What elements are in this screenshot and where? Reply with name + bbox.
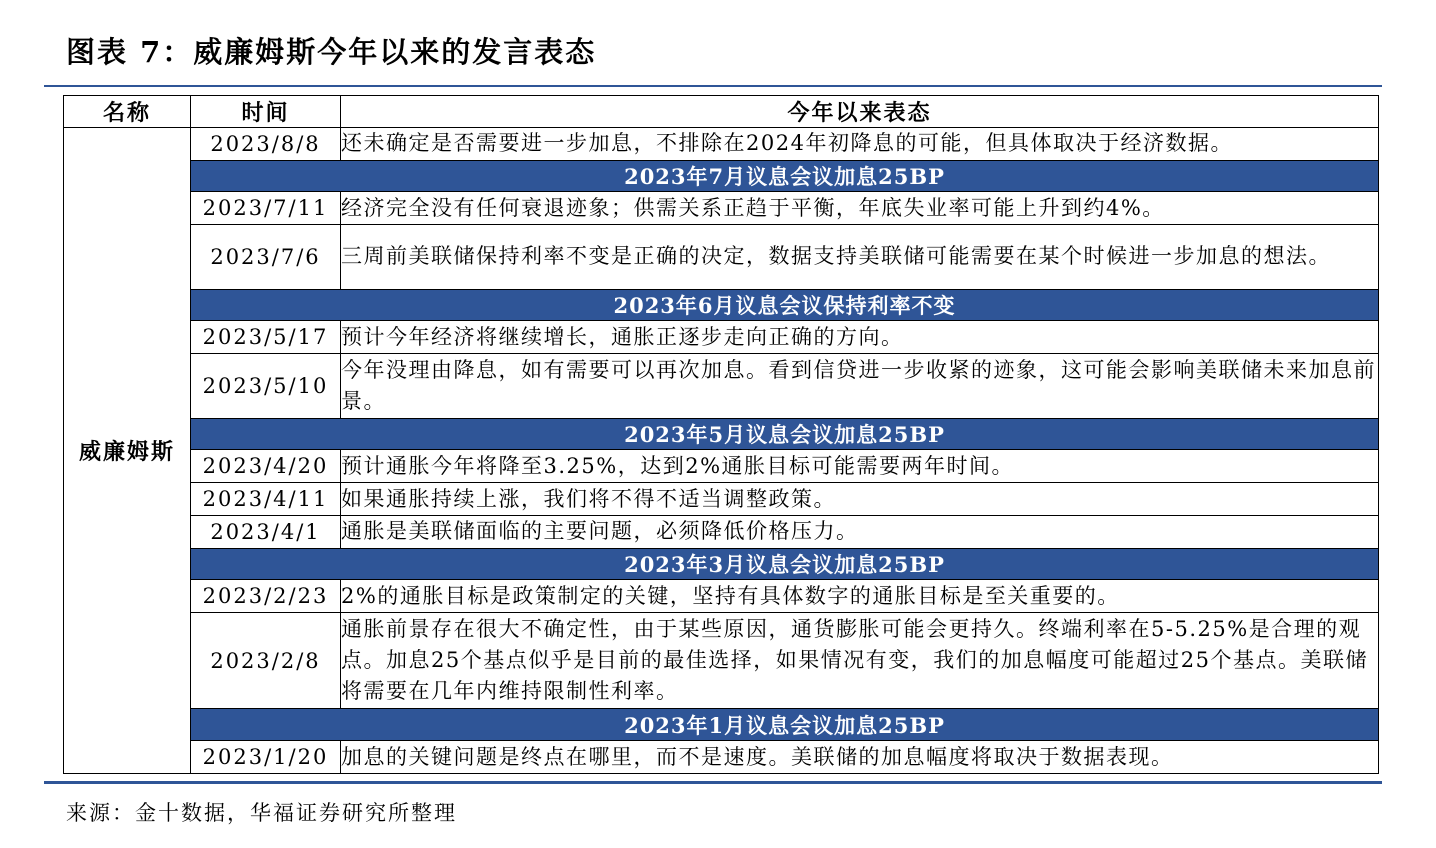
statement-text: 通胀前景存在很大不确定性，由于某些原因，通货膨胀可能会更持久。终端利率在5-5.25%是合理的观点。加息25个基点似乎是目前的最佳选择，如果情况有变，我们的加息幅度可能超过25个基点。美联储将需要在几年内维持限制性利率。 [341,613,1379,709]
meeting-row [64,418,1379,450]
statements-table [63,95,1379,774]
statement-text: 预计今年经济将继续增长，通胀正逐步走向正确的方向。 [341,321,1379,354]
statement-text: 2%的通胀目标是政策制定的关键，坚持有具体数字的通胀目标是至关重要的。 [341,580,1379,613]
statement-text: 今年没理由降息，如有需要可以再次加息。看到信贷进一步收紧的迹象，这可能会影响美联储未来加息前景。 [341,354,1379,418]
top-rule [44,85,1382,87]
meeting-label: 2023年3月议息会议加息25BP [191,548,1379,580]
meeting-row [64,160,1379,192]
statement-text: 加息的关键问题是终点在哪里，而不是速度。美联储的加息幅度将取决于数据表现。 [341,741,1379,774]
meeting-label: 2023年1月议息会议加息25BP [191,709,1379,741]
figure-title: 图表 7：威廉姆斯今年以来的发言表态 [66,35,597,69]
statement-text: 三周前美联储保持利率不变是正确的决定，数据支持美联储可能需要在某个时候进一步加息的想法。 [341,225,1379,289]
statement-text: 如果通胀持续上涨，我们将不得不适当调整政策。 [341,483,1379,516]
table-row [64,128,1379,161]
meeting-label: 2023年7月议息会议加息25BP [191,160,1379,192]
statement-date: 2023/2/23 [191,580,341,613]
statement-date: 2023/4/1 [191,515,341,548]
meeting-label: 2023年6月议息会议保持利率不变 [191,289,1379,321]
meeting-label: 2023年5月议息会议加息25BP [191,418,1379,450]
header-statement: 今年以来表态 [341,96,1379,128]
statement-text: 预计通胀今年将降至3.25%，达到2%通胀目标可能需要两年时间。 [341,450,1379,483]
source-note: 来源：金十数据，华福证券研究所整理 [66,801,457,825]
table-row [64,515,1379,548]
meeting-row [64,709,1379,741]
person-name: 威廉姆斯 [64,128,191,774]
statement-date: 2023/8/8 [191,128,341,161]
statement-text: 通胀是美联储面临的主要问题，必须降低价格压力。 [341,515,1379,548]
table-row [64,450,1379,483]
statement-date: 2023/7/11 [191,192,341,225]
statement-date: 2023/7/6 [191,225,341,289]
statement-text: 还未确定是否需要进一步加息，不排除在2024年初降息的可能，但具体取决于经济数据。 [341,128,1379,161]
table-row [64,741,1379,774]
statement-date: 2023/1/20 [191,741,341,774]
table-row [64,483,1379,516]
bottom-rule [44,781,1382,784]
statement-date: 2023/5/17 [191,321,341,354]
header-row [64,96,1379,128]
statement-date: 2023/4/11 [191,483,341,516]
meeting-row [64,548,1379,580]
table-row [64,225,1379,289]
table-row [64,354,1379,418]
statement-date: 2023/2/8 [191,613,341,709]
header-time: 时间 [191,96,341,128]
statement-date: 2023/5/10 [191,354,341,418]
table-row [64,192,1379,225]
statement-text: 经济完全没有任何衰退迹象；供需关系正趋于平衡，年底失业率可能上升到约4%。 [341,192,1379,225]
table-row [64,321,1379,354]
header-name: 名称 [64,96,191,128]
meeting-row [64,289,1379,321]
statement-date: 2023/4/20 [191,450,341,483]
table-row [64,613,1379,709]
table-row [64,580,1379,613]
